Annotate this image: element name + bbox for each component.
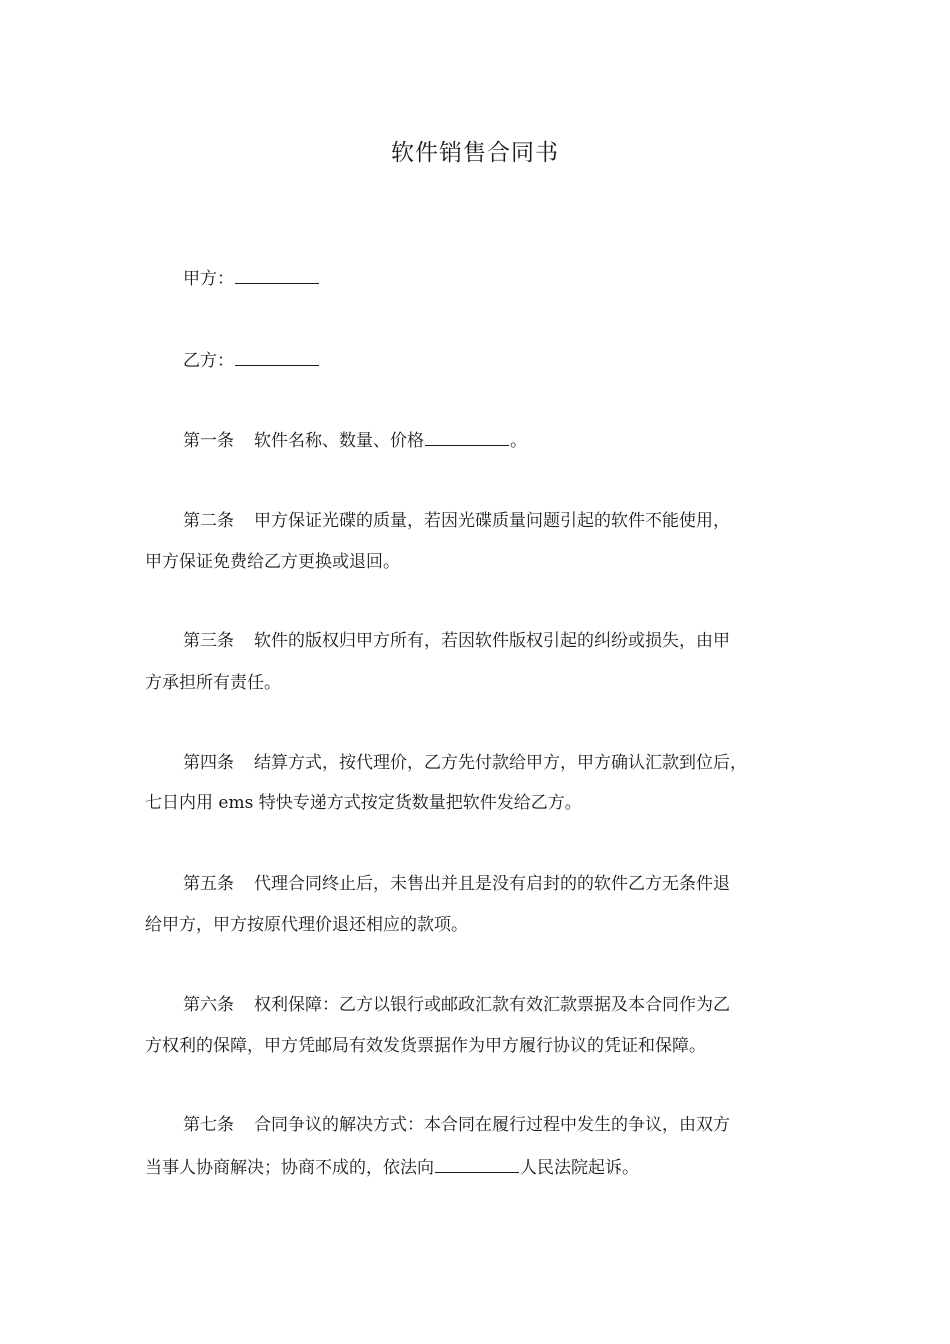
party-a-line (183, 266, 810, 290)
article-2-line2: 甲方保证免费给乙方更换或退回。 (145, 552, 400, 572)
article-heading: 第七条 (183, 1115, 234, 1135)
article-heading: 第六条 (183, 995, 234, 1015)
party-a-blank[interactable] (235, 266, 319, 284)
article-heading: 第二条 (183, 511, 234, 531)
article-2-line1 (183, 510, 810, 532)
party-b-line (183, 348, 810, 372)
party-b-label: 乙方： (183, 351, 234, 371)
article-text-end: 。 (510, 431, 527, 451)
article-4-line2: 七日内用 ems 特快专递方式按定货数量把软件发给乙方。 (145, 793, 582, 813)
article-1 (183, 428, 810, 452)
article-text-end: 人民法院起诉。 (520, 1158, 639, 1178)
article-3-line2: 方承担所有责任。 (145, 673, 281, 693)
party-b-blank[interactable] (235, 348, 319, 366)
article-5-line1 (183, 873, 810, 895)
price-blank[interactable] (425, 428, 509, 446)
article-heading: 第一条 (183, 431, 234, 451)
article-heading: 第四条 (183, 753, 234, 773)
article-heading: 第三条 (183, 631, 234, 651)
article-text: 权利保障：乙方以银行或邮政汇款有效汇款票据及本合同作为乙 (254, 995, 730, 1015)
article-4-line1 (183, 752, 810, 774)
party-a-label: 甲方： (183, 269, 234, 289)
article-5-line2: 给甲方，甲方按原代理价退还相应的款项。 (145, 915, 468, 935)
article-text: 代理合同终止后，未售出并且是没有启封的的软件乙方无条件退 (254, 874, 730, 894)
article-6-line2: 方权利的保障，甲方凭邮局有效发货票据作为甲方履行协议的凭证和保障。 (145, 1036, 706, 1056)
article-7-line1 (183, 1114, 810, 1136)
article-text: 软件的版权归甲方所有，若因软件版权引起的纠纷或损失，由甲 (254, 631, 730, 651)
article-heading: 第五条 (183, 874, 234, 894)
article-6-line1 (183, 994, 810, 1016)
article-text: 当事人协商解决；协商不成的，依法向 (145, 1158, 434, 1178)
article-text: 合同争议的解决方式：本合同在履行过程中发生的争议，由双方 (254, 1115, 730, 1135)
article-text: 甲方保证光碟的质量，若因光碟质量问题引起的软件不能使用， (254, 511, 730, 531)
article-7-line2 (145, 1155, 810, 1179)
article-text: 软件名称、数量、价格 (254, 431, 424, 451)
court-blank[interactable] (435, 1155, 519, 1173)
article-text: 结算方式，按代理价，乙方先付款给甲方，甲方确认汇款到位后， (254, 753, 747, 773)
document-title: 软件销售合同书 (391, 140, 559, 166)
article-3-line1 (183, 630, 810, 652)
